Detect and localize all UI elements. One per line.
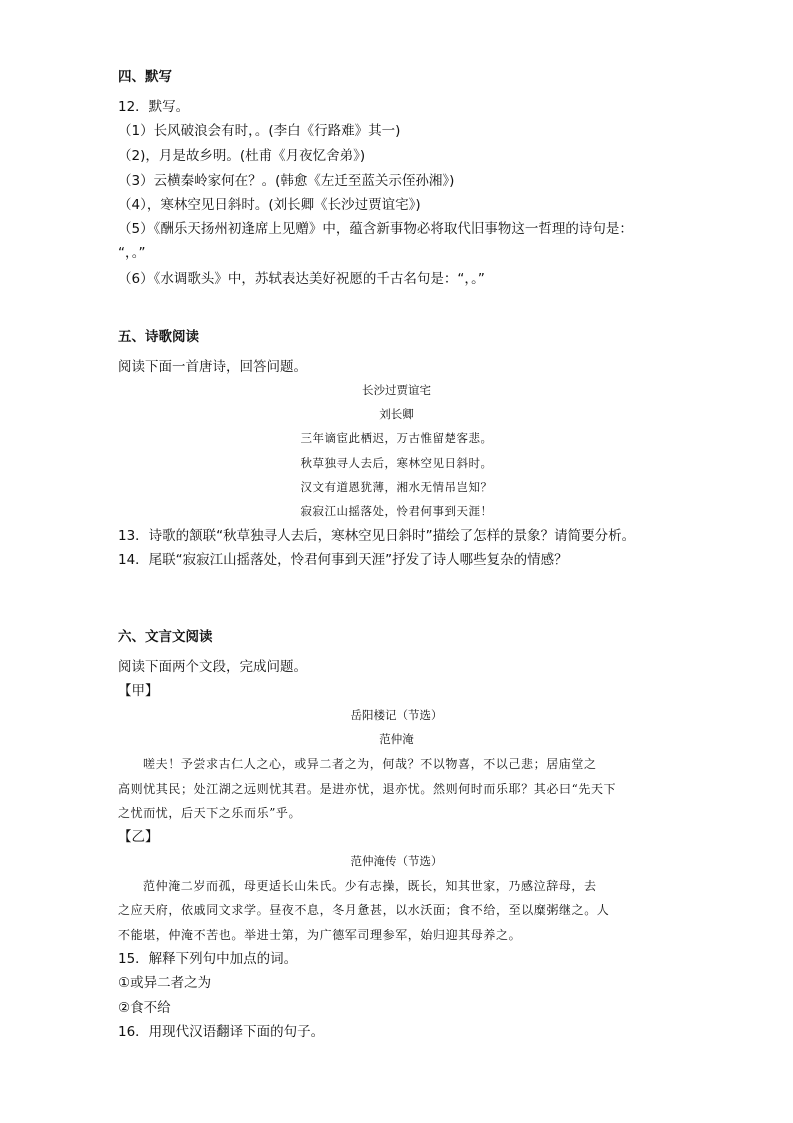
q12-item-5: （5）《酬乐天扬州初逢席上见赠》中，蕴含新事物必将取代旧事物这一哲理的诗句是：: [118, 221, 633, 237]
section4-title: 四、默写: [118, 69, 172, 85]
q12-item-5-answer: “，。”: [118, 245, 146, 261]
section6-title: 六、文言文阅读: [118, 629, 213, 645]
passage-jia-line-3: 之忧而忧，后天下之乐而乐”乎。: [118, 806, 302, 820]
q12-item-1: （1）长风破浪会有时，。(李白《行路难》其一): [118, 123, 401, 139]
poem-line-4: 寂寂江山摇落处，怜君何事到天涯！: [300, 504, 493, 518]
question-12: 12．默写。: [118, 99, 190, 115]
question-15: 15．解释下列句中加点的词。: [118, 951, 298, 967]
question-13: 13．诗歌的颔联“秋草独寻人去后，寒林空见日斜时”描绘了怎样的景象？请简要分析。: [118, 528, 636, 544]
passage-yi-line-2: 之应天府，依戚同文求学。昼夜不息，冬月惫甚，以水沃面；食不给，至以糜粥继之。人: [118, 903, 610, 917]
section6-intro: 阅读下面两个文段，完成问题。: [118, 659, 307, 675]
question-16: 16．用现代汉语翻译下面的句子。: [118, 1024, 325, 1040]
passage-jia-line-2: 高则忧其民；处江湖之远则忧其君。是进亦忧，退亦忧。然则何时而乐耶？其必曰“先天下: [118, 782, 617, 796]
q12-item-6: （6）《水调歌头》中，苏轼表达美好祝愿的千古名句是：“，。”: [118, 271, 485, 287]
passage-jia-author: 范仲淹: [379, 732, 414, 746]
poem-author: 刘长卿: [379, 407, 414, 421]
poem-line-2: 秋草独寻人去后，寒林空见日斜时。: [300, 456, 493, 470]
passage-jia-label: 【甲】: [118, 683, 159, 699]
passage-yi-line-1: 范仲淹二岁而孤，母更适长山朱氏。少有志操，既长，知其世家，乃感泣辞母，去: [143, 879, 597, 893]
passage-yi-line-3: 不能堪，仲淹不苦也。举进士第，为广德军司理参军，始归迎其母养之。: [118, 928, 522, 942]
section5-intro: 阅读下面一首唐诗，回答问题。: [118, 359, 307, 375]
poem-line-3: 汉文有道恩犹薄，湘水无情吊岂知？: [300, 480, 493, 494]
passage-yi-label: 【乙】: [118, 829, 159, 845]
q15-item-2: ②食不给: [118, 1000, 171, 1016]
q12-item-3: （3）云横秦岭家何在？。(韩愈《左迁至蓝关示侄孙湘》): [118, 173, 455, 189]
q12-item-2: （2)，月是故乡明。(杜甫《月夜忆舍弟》): [118, 148, 366, 164]
section5-title: 五、诗歌阅读: [118, 329, 199, 345]
passage-jia-line-1: 嗟夫！予尝求古仁人之心，或异二者之为，何哉？不以物喜，不以己悲；居庙堂之: [143, 757, 597, 771]
passage-yi-title: 范仲淹传（节选）: [350, 854, 443, 868]
question-14: 14．尾联“寂寂江山摇落处，怜君何事到天涯”抒发了诗人哪些复杂的情感？: [118, 552, 568, 568]
q12-item-4: （4），寒林空见日斜时。(刘长卿《长沙过贾谊宅》): [118, 197, 421, 213]
poem-line-1: 三年谪宦此栖迟，万古惟留楚客悲。: [300, 431, 493, 445]
poem-title: 长沙过贾谊宅: [362, 383, 431, 397]
passage-jia-title: 岳阳楼记（节选）: [350, 708, 443, 722]
q15-item-1: ①或异二者之为: [118, 975, 212, 991]
